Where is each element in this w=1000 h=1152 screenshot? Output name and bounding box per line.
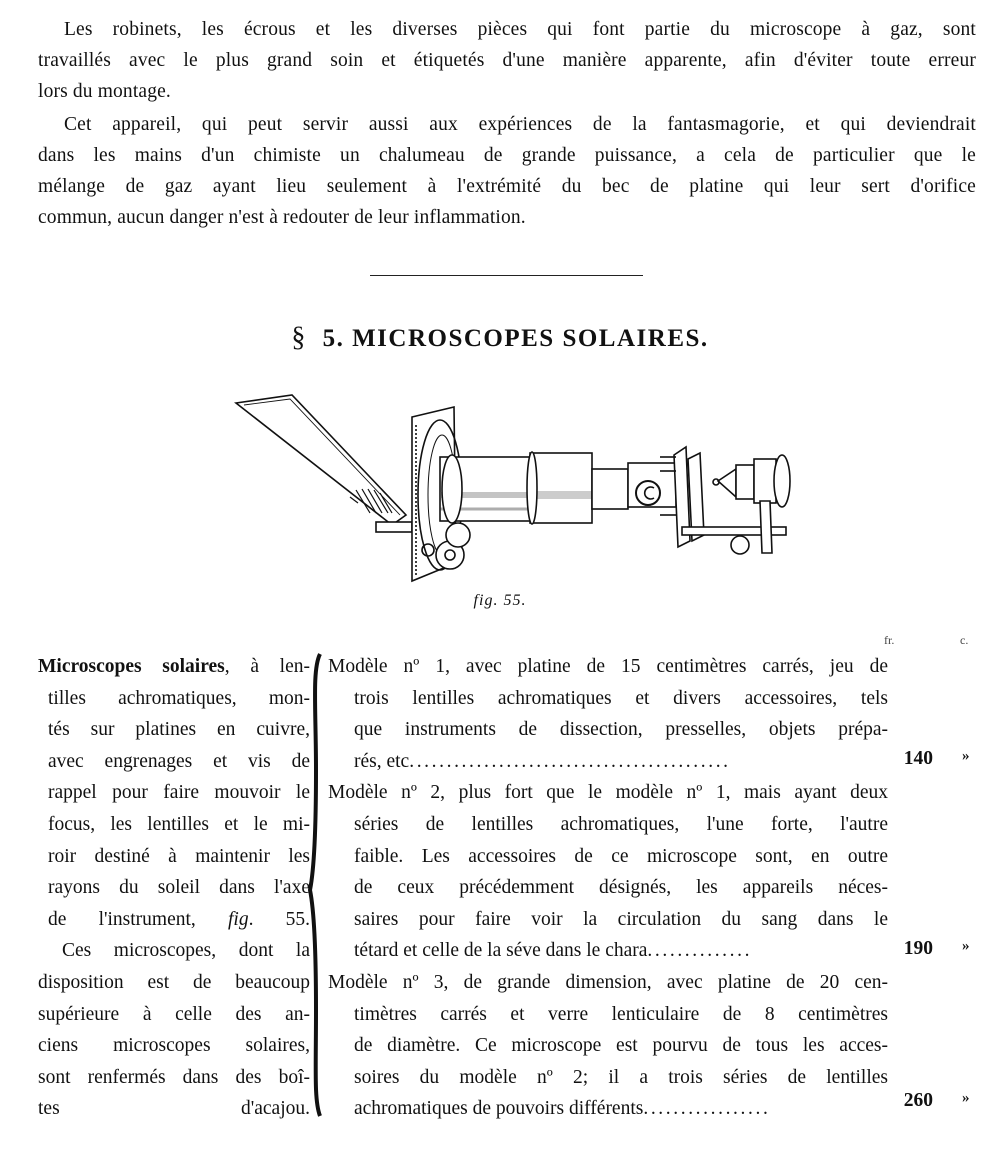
model-list [328, 651, 888, 1125]
text-line: roir destiné à maintenir les [48, 845, 310, 867]
model-entry-2 [328, 777, 888, 967]
price-francs: 190 [903, 938, 933, 959]
text-line: sont renfermés dans des boî- [38, 1066, 310, 1088]
text-line: timètres carrés et verre lenticulaire de 8 centimètres [354, 1003, 888, 1025]
price-header-centimes: c. [960, 633, 969, 647]
fig-reference: fig [227, 908, 249, 930]
solar-microscope-illustration [230, 385, 810, 590]
dot-leader: ........................................... [409, 750, 731, 772]
text-line: faible. Les accessoires de ce microscope sont, en outre [354, 845, 888, 867]
text-line: mélange de gaz ayant lieu seulement à l'extrémité du bec de platine qui leur sert d'orifice [38, 176, 976, 197]
text-line: Modèle nº 1, avec platine de 15 centimètres carrés, jeu de [328, 656, 888, 677]
price-header-francs: fr. [884, 633, 895, 647]
text-line: tes d'acajou. [38, 1098, 310, 1120]
text-line: rés, etc [354, 750, 410, 772]
text-line: travaillés avec le plus grand soin et étiquetés d'une manière apparente, afin d'éviter toute erreur [38, 50, 976, 71]
text-line: soires du modèle nº 2; il a trois séries de lentilles [354, 1066, 888, 1088]
text-line: Modèle nº 3, de grande dimension, avec platine de 20 cen- [328, 971, 888, 993]
section-heading [0, 322, 1000, 354]
section-symbol: § [291, 322, 307, 353]
product-description [38, 651, 310, 1125]
text-line: Modèle nº 2, plus fort que le modèle nº 1, mais ayant deux [328, 782, 888, 804]
price-francs: 140 [903, 748, 933, 769]
text-line: tés sur platines en cuivre, [48, 719, 310, 741]
text-line: avec engrenages et vis de [48, 750, 310, 772]
intro-paragraph-2 [38, 109, 976, 233]
text-line: lors du montage. [38, 81, 171, 102]
text-line: de l'instrument, [48, 908, 228, 930]
text-line: de diamètre. Ce microscope est pourvu de tous les acces- [354, 1035, 888, 1057]
section-title: MICROSCOPES SOLAIRES. [352, 325, 709, 352]
intro-paragraph-1 [38, 14, 976, 107]
price-centimes: » [962, 938, 970, 954]
text-line: rappel pour faire mouvoir le [48, 782, 310, 804]
text-line: focus, les lentilles et le mi- [48, 813, 310, 835]
text-line: dans les mains d'un chimiste un chalumeau de grande puissance, a cela de particulier que le [38, 145, 976, 166]
section-number: 5. [322, 325, 345, 352]
text-line: achromatiques de pouvoirs différents [354, 1098, 644, 1120]
text-line: trois lentilles achromatiques et divers accessoires, tels [354, 687, 888, 709]
fig-reference-number: . 55. [248, 908, 311, 930]
text-line: séries de lentilles achromatiques, l'une forte, l'autre [354, 813, 888, 835]
text-line: Les robinets, les écrous et les diverses pièces qui font partie du microscope à gaz, sont [64, 19, 976, 40]
text-line: ciens microscopes solaires, [38, 1035, 310, 1057]
text-line: disposition est de beaucoup [38, 971, 310, 993]
price-centimes: » [962, 748, 970, 764]
text-line: , à len- [224, 656, 310, 677]
model-entry-1 [328, 651, 888, 777]
dot-leader: .............. [647, 940, 753, 962]
text-line: tilles achromatiques, mon- [48, 687, 310, 709]
text-line: commun, aucun danger n'est à redouter de leur inflammation. [38, 207, 526, 228]
curly-brace [308, 650, 330, 1120]
text-line: rayons du soleil dans l'axe [48, 877, 310, 899]
product-name: Microscopes solaires [38, 656, 225, 677]
text-line: Cet appareil, qui peut servir aussi aux expériences de la fantasmagorie, et qui deviendrait [64, 114, 976, 135]
model-entry-3 [328, 967, 888, 1125]
text-line: Ces microscopes, dont la [62, 940, 310, 962]
dot-leader: ................. [643, 1098, 771, 1120]
price-centimes: » [962, 1090, 970, 1106]
section-divider [370, 275, 643, 276]
text-line: saires pour faire voir la circulation du sang dans le [354, 908, 888, 930]
text-line: que instruments de dissection, presselles, objets prépa- [354, 719, 888, 741]
figure-caption: fig. 55. [473, 592, 527, 609]
text-line: supérieure à celle des an- [38, 1003, 310, 1025]
text-line: tétard et celle de la séve dans le chara [354, 940, 648, 962]
price-francs: 260 [903, 1090, 933, 1111]
text-line: de ceux précédemment désignés, les appareils néces- [354, 877, 888, 899]
